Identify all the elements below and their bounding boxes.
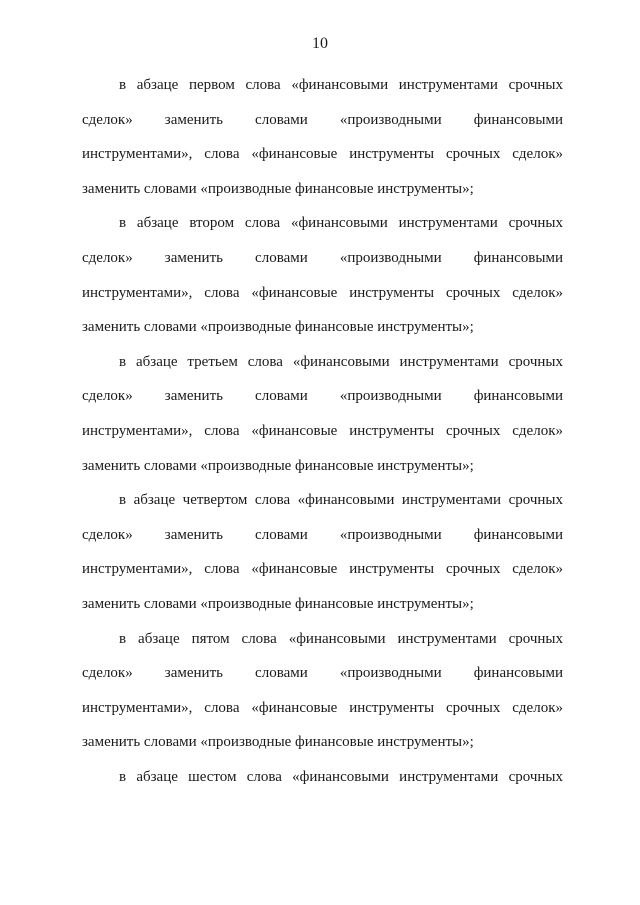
page-number: 10 (312, 35, 328, 52)
document-body (82, 68, 563, 794)
paragraph-3: в абзаце третьем слова «финансовыми инструментами срочных сделок» заменить словами «производными финансовыми инструментами», слова «финансовые инструменты срочных сделок» заменить словами «производные финансовые инструменты»; (82, 353, 563, 474)
paragraph-4: в абзаце четвертом слова «финансовыми инструментами срочных сделок» заменить словами «производными финансовыми инструментами», слова «финансовые инструменты срочных сделок» заменить словами «производные финансовые инструменты»; (82, 492, 563, 612)
paragraph-1: в абзаце первом слова «финансовыми инструментами срочных сделок» заменить словами «производными финансовыми инструментами», слова «финансовые инструменты срочных сделок» заменить словами «производные финансовые инструменты»; (82, 77, 563, 197)
paragraph-6: в абзаце шестом слова «финансовыми инструментами срочных (119, 768, 563, 785)
paragraph-5: в абзаце пятом слова «финансовыми инструментами срочных сделок» заменить словами «производными финансовыми инструментами», слова «финансовые инструменты срочных сделок» заменить словами «производные финансовые инструменты»; (82, 630, 563, 751)
paragraph-2: в абзаце втором слова «финансовыми инструментами срочных сделок» заменить словами «производными финансовыми инструментами», слова «финансовые инструменты срочных сделок» заменить словами «производные финансовые инструменты»; (82, 215, 563, 336)
